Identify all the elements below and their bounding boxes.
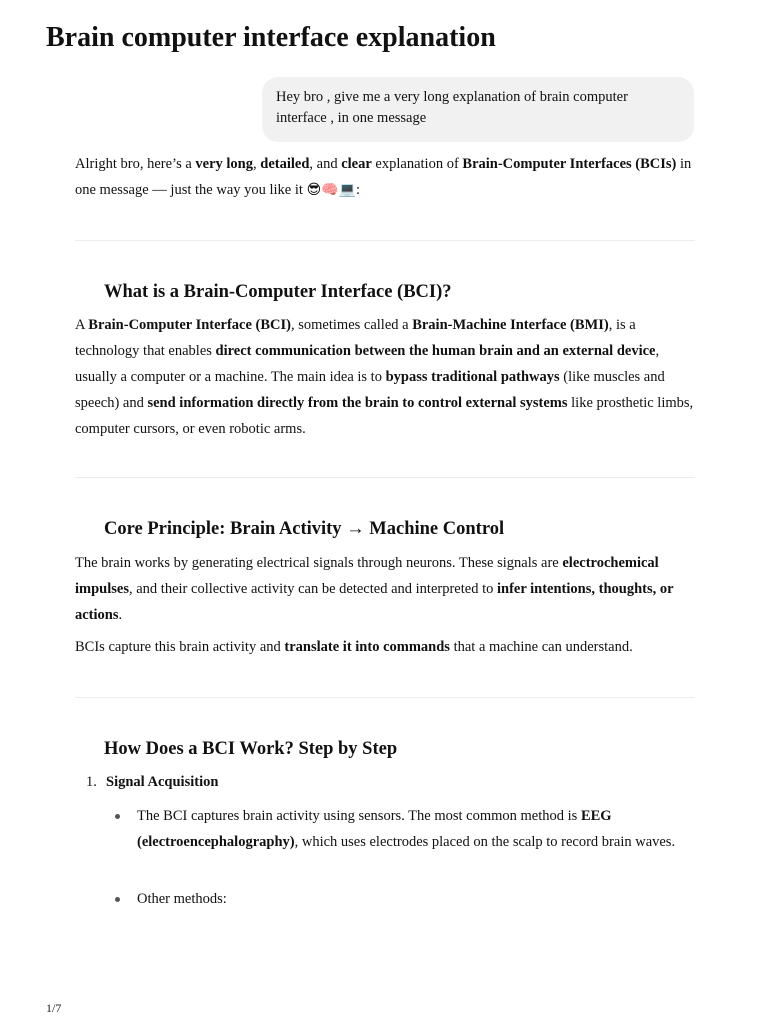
list-item-title: Signal Acquisition [106, 774, 219, 790]
section-divider [75, 240, 695, 241]
page-number: 1/7 [46, 1001, 62, 1015]
bullet-icon [115, 897, 120, 902]
user-message-text: Hey bro , give me a very long explanation of brain computer interface , in one message [276, 89, 628, 126]
section-paragraph: BCIs capture this brain activity and translate it into commands that a machine can understand. [75, 639, 633, 655]
section-heading-how-bci-works: How Does a BCI Work? Step by Step [104, 739, 398, 759]
section-divider [75, 697, 695, 698]
section-heading-what-is-bci: What is a Brain-Computer Interface (BCI)? [104, 282, 452, 302]
bullet-icon [115, 814, 120, 819]
emoji-group: 😎🧠💻 [306, 182, 357, 198]
bullet-text: The BCI captures brain activity using sensors. The most common method is EEG (electroencephalography), which uses electrodes placed on the scalp to record brain waves. [137, 808, 676, 850]
section-heading-core-principle: Core Principle: Brain Activity → Machine Control [104, 519, 505, 539]
section-paragraph: The brain works by generating electrical signals through neurons. These signals are electrochemical impulses, and their collective activity can be detected and interpreted to infer intentions, thoughts, or actions. [75, 555, 674, 623]
section-paragraph: A Brain-Computer Interface (BCI), sometimes called a Brain-Machine Interface (BMI), is a technology that enables direct communication between the human brain and an external device, usually a computer or a machine. The main idea is to bypass traditional pathways (like muscles and speech) and send information directly from the brain to control external systems like prosthetic limbs, computer cursors, or even robotic arms. [75, 317, 694, 437]
list-item-number: 1. [86, 774, 97, 790]
intro-paragraph: Alright bro, here’s a very long, detailed, and clear explanation of Brain-Computer Interfaces (BCIs) in one message — just the way you like it 😎🧠💻: [75, 156, 692, 198]
page-title: Brain computer interface explanation [46, 22, 496, 53]
user-message-bubble [262, 77, 694, 142]
section-divider [75, 477, 695, 478]
bullet-text: Other methods: [137, 891, 227, 907]
